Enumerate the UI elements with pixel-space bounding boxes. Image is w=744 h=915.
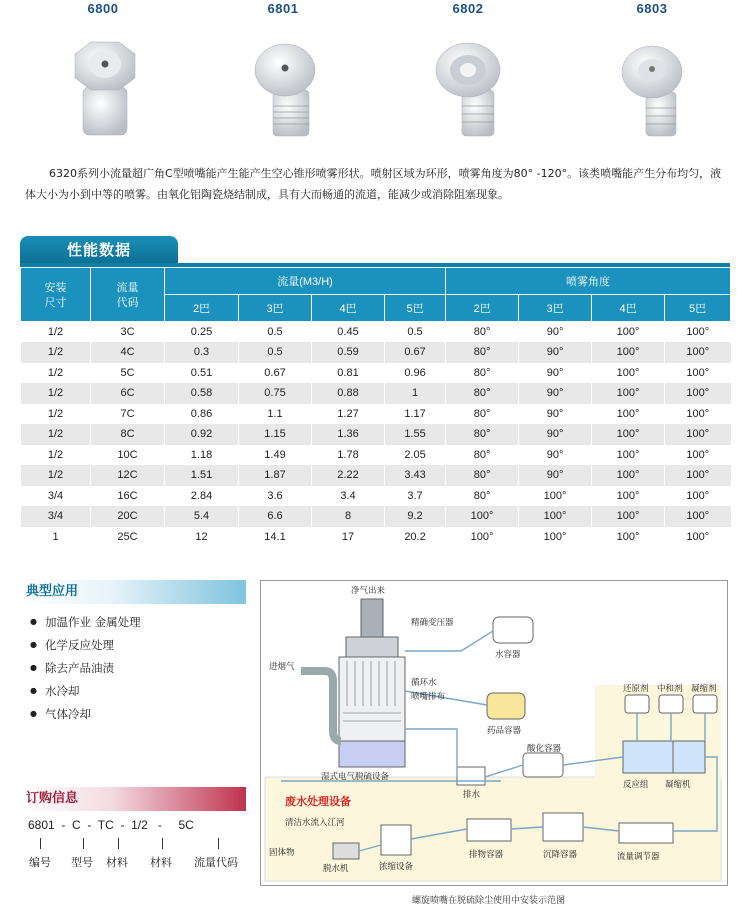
table-cell: 1.51: [165, 465, 239, 486]
table-cell: 90°: [519, 465, 592, 486]
order-tick: [162, 838, 163, 849]
diagram-svg: [261, 581, 727, 885]
label-thickener: 浓缩设备: [379, 862, 414, 872]
table-cell: 25C: [91, 527, 165, 548]
table-cell: 0.3: [165, 342, 239, 363]
drain-box: [457, 767, 485, 785]
table-cell: 2.05: [385, 445, 446, 466]
header-code: [91, 268, 165, 322]
label-esp: 湿式电气脱硫设备: [321, 772, 390, 782]
table-cell: 3.7: [385, 486, 446, 507]
label-neutralizer: 中和剂: [657, 684, 683, 694]
table-cell: 20.2: [385, 527, 446, 548]
table-cell: 100°: [665, 404, 731, 425]
list-item: ● 化学反应处理: [30, 635, 141, 658]
table-cell: 0.5: [239, 322, 312, 343]
table-cell: 7C: [91, 404, 165, 425]
table-cell: 17: [312, 527, 385, 548]
table-cell: 100°: [665, 506, 731, 527]
table-cell: 0.96: [385, 363, 446, 384]
tower-water: [339, 741, 405, 767]
product-code: 6800: [87, 1, 119, 16]
table-cell: 1.78: [312, 445, 385, 466]
list-item: ● 加温作业 金属处理: [30, 612, 141, 635]
label-coagulator: 凝缩机: [665, 780, 691, 790]
settling-tank: [543, 813, 583, 841]
table-cell: 100°: [665, 363, 731, 384]
table-cell: 0.92: [165, 424, 239, 445]
header-flow: 流量(M3/H): [165, 268, 446, 295]
table-cell: 100°: [446, 527, 519, 548]
table-cell: 100°: [592, 527, 665, 548]
table-cell: 100°: [592, 465, 665, 486]
order-label: 型号: [71, 856, 93, 869]
nozzle-image-6801: [243, 32, 323, 142]
table-cell: 0.67: [239, 363, 312, 384]
header-pressure: 4巴: [312, 295, 385, 322]
table-cell: 0.51: [165, 363, 239, 384]
table-cell: 100°: [592, 486, 665, 507]
table-cell: 0.58: [165, 383, 239, 404]
label-flow-regulator: 流量调节器: [617, 852, 660, 862]
table-cell: 1.49: [239, 445, 312, 466]
table-cell: 100°: [519, 486, 592, 507]
product-code: 6801: [267, 1, 299, 16]
diagram-caption: 螺旋喷嘴在脱硫除尘使用中安装示范图: [412, 896, 566, 906]
table-row: [21, 465, 731, 486]
product-6800: [48, 0, 158, 142]
label-drain: 排水: [463, 790, 481, 800]
table-cell: 3C: [91, 322, 165, 343]
label-flocculant: 凝缩剂: [691, 684, 717, 694]
table-cell: 1/2: [21, 322, 91, 343]
table-cell: 2.84: [165, 486, 239, 507]
label-oxid-tank: 酸化容器: [527, 744, 562, 754]
coagulator-unit: [673, 741, 705, 773]
table-cell: 80°: [446, 322, 519, 343]
label-nozzle-spray: 喷嘴排布: [411, 692, 446, 702]
flow-regulator-tank: [619, 823, 673, 843]
table-row: [21, 363, 731, 384]
table-row: [21, 506, 731, 527]
label-circ-water: 循环水: [411, 678, 437, 688]
chimney: [361, 599, 383, 639]
header-angle: 喷雾角度: [446, 268, 731, 295]
list-item: ● 气体冷却: [30, 704, 141, 727]
table-row: [21, 383, 731, 404]
table-cell: 14.1: [239, 527, 312, 548]
order-label: 编号: [29, 856, 51, 869]
table-cell: 0.67: [385, 342, 446, 363]
table-cell: 1.17: [385, 404, 446, 425]
list-item: ● 水冷却: [30, 681, 141, 704]
table-cell: 1: [385, 383, 446, 404]
table-cell: 100°: [592, 363, 665, 384]
table-cell: 90°: [519, 363, 592, 384]
applications-heading: 典型应用: [22, 580, 246, 604]
product-6802: [413, 0, 523, 142]
table-cell: 1/2: [21, 465, 91, 486]
header-pressure: 5巴: [385, 295, 446, 322]
table-cell: 1.36: [312, 424, 385, 445]
table-cell: 100°: [446, 506, 519, 527]
table-cell: 0.88: [312, 383, 385, 404]
table-cell: 5.4: [165, 506, 239, 527]
table-cell: 1.55: [385, 424, 446, 445]
table-cell: 100°: [592, 322, 665, 343]
table-row: [21, 424, 731, 445]
product-code: 6802: [452, 1, 484, 16]
order-tick: [218, 838, 219, 849]
label-reactor: 反应组: [623, 780, 649, 790]
table-cell: 90°: [519, 322, 592, 343]
table-row: [21, 486, 731, 507]
applications-list: [30, 612, 141, 727]
inlet-duct: [301, 671, 341, 741]
table-cell: 1.15: [239, 424, 312, 445]
installation-diagram: [260, 580, 728, 886]
table-cell: 0.5: [385, 322, 446, 343]
header-pressure: 4巴: [592, 295, 665, 322]
table-cell: 80°: [446, 486, 519, 507]
table-cell: 100°: [592, 445, 665, 466]
table-cell: 90°: [519, 342, 592, 363]
table-cell: 0.75: [239, 383, 312, 404]
order-tick: [40, 838, 41, 849]
table-cell: 100°: [665, 424, 731, 445]
table-row: [21, 322, 731, 343]
product-code: 6803: [636, 1, 668, 16]
tower-top: [346, 637, 398, 657]
table-cell: 0.25: [165, 322, 239, 343]
table-cell: 1/2: [21, 342, 91, 363]
table-cell: 1.27: [312, 404, 385, 425]
label-clean-water: 清洁水流入江河: [285, 818, 345, 828]
order-label: 流量代码: [194, 856, 238, 869]
table-cell: 100°: [592, 383, 665, 404]
table-row: [21, 342, 731, 363]
nozzle-image-6803: [612, 32, 692, 142]
table-cell: 1/2: [21, 404, 91, 425]
header-size: [21, 268, 91, 322]
table-cell: 80°: [446, 465, 519, 486]
water-tank: [493, 617, 533, 643]
table-cell: 100°: [665, 465, 731, 486]
table-cell: 100°: [665, 486, 731, 507]
table-row: [21, 445, 731, 466]
table-cell: 3.6: [239, 486, 312, 507]
table-cell: 1/2: [21, 424, 91, 445]
header-pressure: 5巴: [665, 295, 731, 322]
order-label: 材料: [106, 856, 128, 869]
table-cell: 80°: [446, 383, 519, 404]
label-dewater: 脱水机: [323, 864, 349, 874]
table-cell: 100°: [592, 342, 665, 363]
header-pressure: 2巴: [446, 295, 519, 322]
table-cell: 100°: [519, 506, 592, 527]
table-cell: 90°: [519, 404, 592, 425]
table-row: [21, 527, 731, 548]
label-transformer: 精确变压器: [411, 618, 454, 628]
reductant-tank: [625, 695, 649, 713]
product-description: 6320系列小流量超广角C型喷嘴能产生能产生空心锥形喷雾形状。喷射区域为环形，喷雾角度为80° -120°。该类喷嘴能产生分布均匀，液体大小为小到中等的喷雾。由氧化铝陶瓷烧结制成，具有大而畅通的流道，能减少或消除阻塞现象。: [25, 167, 722, 201]
table-cell: 100°: [665, 342, 731, 363]
ordering-heading: 订购信息: [22, 787, 246, 811]
table-cell: 80°: [446, 424, 519, 445]
table-cell: 12: [165, 527, 239, 548]
table-row: [21, 404, 731, 425]
table-cell: 90°: [519, 424, 592, 445]
header-pressure: 3巴: [239, 295, 312, 322]
label-reductant: 还原剂: [623, 684, 649, 694]
table-cell: 2.22: [312, 465, 385, 486]
chem-tank: [487, 693, 525, 719]
table-cell: 100°: [665, 383, 731, 404]
neutralizer-tank: [659, 695, 683, 713]
table-cell: 100°: [665, 445, 731, 466]
table-cell: 0.81: [312, 363, 385, 384]
reactor-unit: [623, 741, 673, 773]
performance-tab: 性能数据: [20, 236, 178, 264]
table-cell: 80°: [446, 342, 519, 363]
table-cell: 6.6: [239, 506, 312, 527]
label-wastewater-title: 废水处理设备: [285, 795, 351, 808]
table-cell: 8C: [91, 424, 165, 445]
nozzle-image-6802: [428, 32, 508, 142]
product-6803: [597, 0, 707, 142]
table-cell: 1/2: [21, 383, 91, 404]
nozzle-image-6800: [63, 32, 143, 142]
label-settling-tank: 沉降容器: [543, 850, 578, 860]
table-cell: 4C: [91, 342, 165, 363]
list-item: ● 除去产品油渍: [30, 658, 141, 681]
table-cell: 90°: [519, 445, 592, 466]
table-cell: 80°: [446, 445, 519, 466]
table-cell: 100°: [665, 322, 731, 343]
performance-table: [20, 267, 731, 547]
table-cell: 0.59: [312, 342, 385, 363]
table-cell: 100°: [519, 527, 592, 548]
header-size-text: 安装 尺寸: [44, 280, 67, 309]
table-cell: 0.5: [239, 342, 312, 363]
flocculant-tank: [693, 695, 717, 713]
table-cell: 1/2: [21, 363, 91, 384]
table-cell: 80°: [446, 404, 519, 425]
table-cell: 5C: [91, 363, 165, 384]
label-water-tank: 水容器: [495, 650, 521, 660]
order-code: 6801 - C - TC - 1/2 - 5C: [28, 818, 194, 832]
table-cell: 90°: [519, 383, 592, 404]
table-cell: 1.1: [239, 404, 312, 425]
table-cell: 100°: [592, 506, 665, 527]
table-cell: 3/4: [21, 486, 91, 507]
header-pressure: 2巴: [165, 295, 239, 322]
label-chem-tank: 药品容器: [487, 726, 522, 736]
table-cell: 3/4: [21, 506, 91, 527]
table-cell: 12C: [91, 465, 165, 486]
order-tick: [118, 838, 119, 849]
label-inlet-gas: 进烟气: [269, 662, 295, 672]
label-discharge-tank: 排物容器: [469, 850, 504, 860]
table-cell: 1/2: [21, 445, 91, 466]
thickener-unit: [381, 825, 411, 855]
table-cell: 0.86: [165, 404, 239, 425]
table-cell: 10C: [91, 445, 165, 466]
label-clean-gas: 净气出来: [351, 586, 386, 596]
discharge-tank: [467, 819, 511, 841]
header-pressure: 3巴: [519, 295, 592, 322]
table-cell: 9.2: [385, 506, 446, 527]
table-cell: 100°: [665, 527, 731, 548]
label-solids: 固体物: [269, 848, 295, 858]
table-cell: 16C: [91, 486, 165, 507]
table-cell: 6C: [91, 383, 165, 404]
order-tick: [83, 838, 84, 849]
performance-table-body: [21, 322, 731, 548]
dewater-unit: [333, 843, 359, 859]
table-cell: 20C: [91, 506, 165, 527]
table-cell: 1: [21, 527, 91, 548]
product-6801: [228, 0, 338, 142]
header-code-text: 流量 代码: [116, 280, 139, 309]
table-cell: 1.18: [165, 445, 239, 466]
table-cell: 1.87: [239, 465, 312, 486]
oxid-tank: [523, 753, 563, 777]
table-cell: 3.43: [385, 465, 446, 486]
table-cell: 100°: [592, 424, 665, 445]
table-cell: 8: [312, 506, 385, 527]
table-cell: 3.4: [312, 486, 385, 507]
table-cell: 0.45: [312, 322, 385, 343]
order-label: 材料: [150, 856, 172, 869]
table-cell: 80°: [446, 363, 519, 384]
table-cell: 100°: [592, 404, 665, 425]
